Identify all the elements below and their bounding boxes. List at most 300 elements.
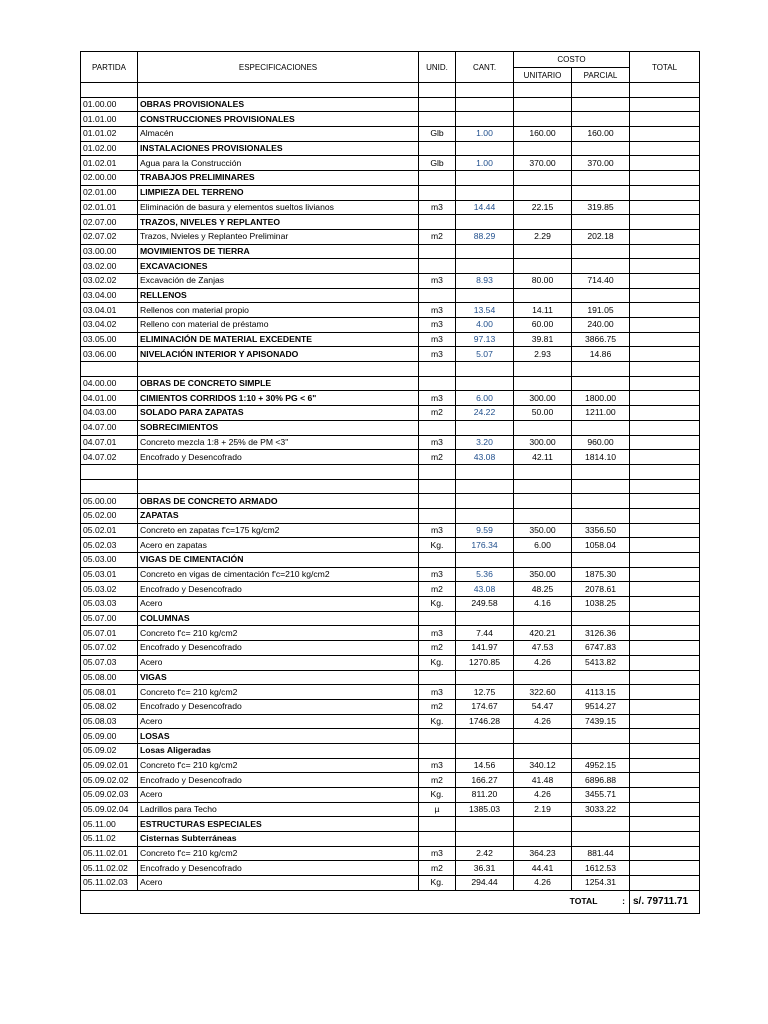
table-row xyxy=(81,567,700,582)
table-row xyxy=(81,391,700,406)
cant-cell xyxy=(456,185,514,200)
partida-cell: 01.02.01 xyxy=(81,156,138,171)
unid-cell: m2 xyxy=(419,773,456,788)
partida-cell: 01.00.00 xyxy=(81,97,138,112)
especificacion-cell: OBRAS DE CONCRETO SIMPLE xyxy=(138,376,419,391)
partida-cell: 04.07.01 xyxy=(81,435,138,450)
unid-cell: Kg. xyxy=(419,597,456,612)
especificacion-cell: Acero xyxy=(138,788,419,803)
table-row xyxy=(81,303,700,318)
table-row xyxy=(81,244,700,259)
especificacion-cell: TRABAJOS PRELIMINARES xyxy=(138,171,419,186)
total-cell xyxy=(630,817,700,832)
parcial-cell xyxy=(572,464,630,479)
especificacion-cell: Encofrado y Desencofrado xyxy=(138,861,419,876)
parcial-cell xyxy=(572,215,630,230)
partida-cell: 05.07.00 xyxy=(81,611,138,626)
parcial-cell xyxy=(572,288,630,303)
unitario-cell: 4.26 xyxy=(514,876,572,891)
especificacion-cell: SOLADO PARA ZAPATAS xyxy=(138,406,419,421)
table-row xyxy=(81,171,700,186)
table-row xyxy=(81,362,700,377)
unid-cell: m3 xyxy=(419,567,456,582)
header-unitario: UNITARIO xyxy=(514,68,572,83)
unid-cell xyxy=(419,464,456,479)
especificacion-cell: Encofrado y Desencofrado xyxy=(138,582,419,597)
partida-cell: 02.00.00 xyxy=(81,171,138,186)
especificacion-cell: TRAZOS, NIVELES Y REPLANTEO xyxy=(138,215,419,230)
unitario-cell: 364.23 xyxy=(514,846,572,861)
partida-cell: 05.08.02 xyxy=(81,699,138,714)
table-row xyxy=(81,508,700,523)
cant-cell xyxy=(456,112,514,127)
total-cell xyxy=(630,156,700,171)
parcial-cell xyxy=(572,376,630,391)
partida-cell: 03.02.00 xyxy=(81,259,138,274)
unid-cell: m3 xyxy=(419,758,456,773)
partida-cell: 05.09.00 xyxy=(81,729,138,744)
especificacion-cell: VIGAS xyxy=(138,670,419,685)
parcial-cell: 240.00 xyxy=(572,318,630,333)
cant-cell: 3.20 xyxy=(456,435,514,450)
unitario-cell xyxy=(514,479,572,494)
header-especificaciones: ESPECIFICACIONES xyxy=(138,52,419,83)
cant-cell xyxy=(456,288,514,303)
unid-cell xyxy=(419,817,456,832)
total-cell xyxy=(630,244,700,259)
partida-cell: 02.07.00 xyxy=(81,215,138,230)
total-cell xyxy=(630,127,700,142)
cant-cell xyxy=(456,97,514,112)
unitario-cell xyxy=(514,244,572,259)
unitario-cell: 4.26 xyxy=(514,714,572,729)
unitario-cell xyxy=(514,259,572,274)
table-row xyxy=(81,156,700,171)
cant-cell: 8.93 xyxy=(456,273,514,288)
table-row xyxy=(81,494,700,509)
total-cell xyxy=(630,743,700,758)
partida-cell: 05.00.00 xyxy=(81,494,138,509)
parcial-cell: 1875.30 xyxy=(572,567,630,582)
especificacion-cell: Rellenos con material propio xyxy=(138,303,419,318)
partida-cell: 01.01.02 xyxy=(81,127,138,142)
total-cell xyxy=(630,406,700,421)
table-row xyxy=(81,83,700,98)
especificacion-cell: Concreto f'c= 210 kg/cm2 xyxy=(138,846,419,861)
table-row xyxy=(81,699,700,714)
unitario-cell xyxy=(514,464,572,479)
unitario-cell xyxy=(514,743,572,758)
parcial-cell xyxy=(572,611,630,626)
total-cell xyxy=(630,714,700,729)
unid-cell: m3 xyxy=(419,318,456,333)
unitario-cell xyxy=(514,215,572,230)
total-cell xyxy=(630,141,700,156)
total-cell xyxy=(630,435,700,450)
parcial-cell: 3033.22 xyxy=(572,802,630,817)
table-row xyxy=(81,802,700,817)
cant-cell: 176.34 xyxy=(456,538,514,553)
unitario-cell: 2.93 xyxy=(514,347,572,362)
table-row xyxy=(81,641,700,656)
unid-cell: Kg. xyxy=(419,876,456,891)
unitario-cell xyxy=(514,494,572,509)
unid-cell xyxy=(419,611,456,626)
cant-cell xyxy=(456,244,514,259)
cant-cell: 97.13 xyxy=(456,332,514,347)
unid-cell: Glb xyxy=(419,127,456,142)
partida-cell: 04.07.00 xyxy=(81,420,138,435)
unitario-cell xyxy=(514,832,572,847)
unitario-cell: 39.81 xyxy=(514,332,572,347)
unid-cell: m2 xyxy=(419,641,456,656)
unid-cell: m3 xyxy=(419,523,456,538)
unitario-cell: 300.00 xyxy=(514,391,572,406)
unid-cell: m2 xyxy=(419,699,456,714)
total-cell xyxy=(630,376,700,391)
total-cell xyxy=(630,582,700,597)
unid-cell xyxy=(419,215,456,230)
budget-table xyxy=(80,51,700,914)
parcial-cell: 4952.15 xyxy=(572,758,630,773)
partida-cell: 01.02.00 xyxy=(81,141,138,156)
table-row xyxy=(81,670,700,685)
parcial-cell xyxy=(572,97,630,112)
table-row xyxy=(81,376,700,391)
unitario-cell xyxy=(514,376,572,391)
cant-cell xyxy=(456,376,514,391)
table-row xyxy=(81,773,700,788)
especificacion-cell: Encofrado y Desencofrado xyxy=(138,699,419,714)
especificacion-cell: Excavación de Zanjas xyxy=(138,273,419,288)
unitario-cell: 350.00 xyxy=(514,567,572,582)
total-cell xyxy=(630,655,700,670)
parcial-cell: 7439.15 xyxy=(572,714,630,729)
unitario-cell xyxy=(514,141,572,156)
table-row xyxy=(81,788,700,803)
especificacion-cell: VIGAS DE CIMENTACIÓN xyxy=(138,553,419,568)
unitario-cell xyxy=(514,729,572,744)
table-row xyxy=(81,743,700,758)
total-cell xyxy=(630,876,700,891)
especificacion-cell: RELLENOS xyxy=(138,288,419,303)
table-row xyxy=(81,273,700,288)
especificacion-cell: ELIMINACIÓN DE MATERIAL EXCEDENTE xyxy=(138,332,419,347)
unitario-cell xyxy=(514,112,572,127)
table-row xyxy=(81,185,700,200)
total-cell xyxy=(630,685,700,700)
unid-cell xyxy=(419,832,456,847)
partida-cell: 05.08.01 xyxy=(81,685,138,700)
unitario-cell xyxy=(514,670,572,685)
parcial-cell: 3356.50 xyxy=(572,523,630,538)
unitario-cell: 4.16 xyxy=(514,597,572,612)
parcial-cell: 3126.36 xyxy=(572,626,630,641)
parcial-cell: 9514.27 xyxy=(572,699,630,714)
table-row xyxy=(81,832,700,847)
parcial-cell: 1254.31 xyxy=(572,876,630,891)
especificacion-cell: Almacén xyxy=(138,127,419,142)
unitario-cell xyxy=(514,817,572,832)
especificacion-cell: Concreto en zapatas f'c=175 kg/cm2 xyxy=(138,523,419,538)
parcial-cell: 3866.75 xyxy=(572,332,630,347)
parcial-cell xyxy=(572,729,630,744)
table-header xyxy=(81,52,700,83)
cant-cell xyxy=(456,479,514,494)
unid-cell: m3 xyxy=(419,435,456,450)
cant-cell: 43.08 xyxy=(456,582,514,597)
cant-cell xyxy=(456,729,514,744)
unid-cell: Kg. xyxy=(419,538,456,553)
table-row xyxy=(81,553,700,568)
partida-cell: 05.11.02.01 xyxy=(81,846,138,861)
unid-cell xyxy=(419,362,456,377)
total-cell xyxy=(630,641,700,656)
partida-cell: 05.09.02.03 xyxy=(81,788,138,803)
unid-cell: m2 xyxy=(419,229,456,244)
unid-cell: m3 xyxy=(419,347,456,362)
unid-cell xyxy=(419,244,456,259)
partida-cell: 05.09.02.02 xyxy=(81,773,138,788)
table-row xyxy=(81,229,700,244)
unitario-cell: 2.19 xyxy=(514,802,572,817)
total-cell xyxy=(630,420,700,435)
unitario-cell: 42.11 xyxy=(514,450,572,465)
parcial-cell: 202.18 xyxy=(572,229,630,244)
unid-cell: m2 xyxy=(419,406,456,421)
unitario-cell: 322.60 xyxy=(514,685,572,700)
cant-cell xyxy=(456,743,514,758)
parcial-cell xyxy=(572,832,630,847)
table-row xyxy=(81,479,700,494)
partida-cell: 02.01.00 xyxy=(81,185,138,200)
total-cell xyxy=(630,479,700,494)
total-cell xyxy=(630,611,700,626)
especificacion-cell: Concreto f'c= 210 kg/cm2 xyxy=(138,626,419,641)
cant-cell: 1270.85 xyxy=(456,655,514,670)
cant-cell xyxy=(456,508,514,523)
especificacion-cell: LOSAS xyxy=(138,729,419,744)
total-cell xyxy=(630,758,700,773)
unid-cell xyxy=(419,508,456,523)
parcial-cell xyxy=(572,553,630,568)
total-cell xyxy=(630,97,700,112)
table-row xyxy=(81,846,700,861)
especificacion-cell: Acero xyxy=(138,876,419,891)
especificacion-cell: NIVELACIÓN INTERIOR Y APISONADO xyxy=(138,347,419,362)
especificacion-cell: MOVIMIENTOS DE TIERRA xyxy=(138,244,419,259)
cant-cell: 249.58 xyxy=(456,597,514,612)
especificacion-cell: Concreto f'c= 210 kg/cm2 xyxy=(138,685,419,700)
table-row xyxy=(81,685,700,700)
total-cell xyxy=(630,773,700,788)
partida-cell: 05.08.03 xyxy=(81,714,138,729)
cant-cell xyxy=(456,464,514,479)
parcial-cell: 14.86 xyxy=(572,347,630,362)
especificacion-cell: LIMPIEZA DEL TERRENO xyxy=(138,185,419,200)
parcial-cell: 1814.10 xyxy=(572,450,630,465)
unid-cell: m2 xyxy=(419,582,456,597)
parcial-cell: 319.85 xyxy=(572,200,630,215)
table-row xyxy=(81,435,700,450)
total-cell xyxy=(630,508,700,523)
especificacion-cell: Ladrillos para Techo xyxy=(138,802,419,817)
total-cell xyxy=(630,318,700,333)
total-cell xyxy=(630,303,700,318)
cant-cell xyxy=(456,171,514,186)
table-row xyxy=(81,876,700,891)
table-row xyxy=(81,259,700,274)
table-row xyxy=(81,450,700,465)
parcial-cell: 960.00 xyxy=(572,435,630,450)
parcial-cell: 1211.00 xyxy=(572,406,630,421)
header-total: TOTAL xyxy=(630,52,700,83)
partida-cell: 04.00.00 xyxy=(81,376,138,391)
especificacion-cell: Losas Aligeradas xyxy=(138,743,419,758)
especificacion-cell: Eliminación de basura y elementos sueltos livianos xyxy=(138,200,419,215)
parcial-cell xyxy=(572,259,630,274)
especificacion-cell: Concreto mezcla 1:8 + 25% de PM <3" xyxy=(138,435,419,450)
unid-cell xyxy=(419,141,456,156)
unid-cell: m3 xyxy=(419,626,456,641)
cant-cell: 294.44 xyxy=(456,876,514,891)
especificacion-cell: Concreto en vigas de cimentación f'c=210 kg/cm2 xyxy=(138,567,419,582)
parcial-cell: 1612.53 xyxy=(572,861,630,876)
unid-cell xyxy=(419,185,456,200)
table-row xyxy=(81,597,700,612)
table-row xyxy=(81,215,700,230)
unid-cell: Kg. xyxy=(419,655,456,670)
partida-cell: 05.03.02 xyxy=(81,582,138,597)
total-value: s/. 79711.71 xyxy=(630,890,700,913)
table-row xyxy=(81,582,700,597)
partida-cell: 04.03.00 xyxy=(81,406,138,421)
cant-cell xyxy=(456,817,514,832)
table-row xyxy=(81,318,700,333)
unitario-cell: 160.00 xyxy=(514,127,572,142)
total-cell xyxy=(630,802,700,817)
table-row xyxy=(81,523,700,538)
unid-cell: m3 xyxy=(419,273,456,288)
especificacion-cell xyxy=(138,83,419,98)
cant-cell: 5.07 xyxy=(456,347,514,362)
total-colon: : xyxy=(622,896,625,907)
unid-cell: Kg. xyxy=(419,788,456,803)
especificacion-cell: Encofrado y Desencofrado xyxy=(138,450,419,465)
total-cell xyxy=(630,788,700,803)
table-row xyxy=(81,288,700,303)
cant-cell: 14.44 xyxy=(456,200,514,215)
unitario-cell: 41.48 xyxy=(514,773,572,788)
partida-cell xyxy=(81,362,138,377)
unitario-cell: 54.47 xyxy=(514,699,572,714)
cant-cell xyxy=(456,215,514,230)
partida-cell: 01.01.00 xyxy=(81,112,138,127)
unid-cell xyxy=(419,743,456,758)
unitario-cell: 420.21 xyxy=(514,626,572,641)
unitario-cell xyxy=(514,288,572,303)
unitario-cell: 350.00 xyxy=(514,523,572,538)
partida-cell: 03.00.00 xyxy=(81,244,138,259)
cant-cell: 36.31 xyxy=(456,861,514,876)
parcial-cell xyxy=(572,171,630,186)
unid-cell xyxy=(419,376,456,391)
unid-cell: m2 xyxy=(419,450,456,465)
unid-cell xyxy=(419,670,456,685)
table-row xyxy=(81,861,700,876)
especificacion-cell: ESTRUCTURAS ESPECIALES xyxy=(138,817,419,832)
partida-cell: 05.09.02.04 xyxy=(81,802,138,817)
cant-cell: 7.44 xyxy=(456,626,514,641)
total-cell xyxy=(630,362,700,377)
partida-cell: 05.02.03 xyxy=(81,538,138,553)
especificacion-cell: Concreto f'c= 210 kg/cm2 xyxy=(138,758,419,773)
unid-cell: m3 xyxy=(419,332,456,347)
total-cell xyxy=(630,83,700,98)
cant-cell: 24.22 xyxy=(456,406,514,421)
cant-cell xyxy=(456,259,514,274)
unitario-cell xyxy=(514,83,572,98)
table-row xyxy=(81,97,700,112)
especificacion-cell: Cisternas Subterráneas xyxy=(138,832,419,847)
cant-cell: 43.08 xyxy=(456,450,514,465)
partida-cell: 03.02.02 xyxy=(81,273,138,288)
total-cell xyxy=(630,215,700,230)
unitario-cell xyxy=(514,171,572,186)
table-row xyxy=(81,817,700,832)
parcial-cell xyxy=(572,420,630,435)
unitario-cell: 4.26 xyxy=(514,788,572,803)
unitario-cell: 60.00 xyxy=(514,318,572,333)
especificacion-cell: Acero xyxy=(138,655,419,670)
unitario-cell: 22.15 xyxy=(514,200,572,215)
table-row xyxy=(81,141,700,156)
total-cell xyxy=(630,332,700,347)
especificacion-cell: Agua para la Construcción xyxy=(138,156,419,171)
partida-cell: 05.03.00 xyxy=(81,553,138,568)
parcial-cell: 191.05 xyxy=(572,303,630,318)
partida-cell xyxy=(81,83,138,98)
unid-cell xyxy=(419,553,456,568)
unitario-cell xyxy=(514,611,572,626)
partida-cell: 03.04.01 xyxy=(81,303,138,318)
unitario-cell xyxy=(514,420,572,435)
unitario-cell: 340.12 xyxy=(514,758,572,773)
total-cell xyxy=(630,538,700,553)
parcial-cell xyxy=(572,362,630,377)
partida-cell: 05.03.01 xyxy=(81,567,138,582)
cant-cell: 9.59 xyxy=(456,523,514,538)
parcial-cell xyxy=(572,670,630,685)
parcial-cell xyxy=(572,817,630,832)
table-row xyxy=(81,127,700,142)
cant-cell: 6.00 xyxy=(456,391,514,406)
partida-cell: 05.02.00 xyxy=(81,508,138,523)
unitario-cell: 6.00 xyxy=(514,538,572,553)
total-cell xyxy=(630,832,700,847)
especificacion-cell: OBRAS PROVISIONALES xyxy=(138,97,419,112)
unitario-cell: 44.41 xyxy=(514,861,572,876)
partida-cell: 05.11.02.03 xyxy=(81,876,138,891)
cant-cell: 1385.03 xyxy=(456,802,514,817)
total-cell xyxy=(630,861,700,876)
parcial-cell: 160.00 xyxy=(572,127,630,142)
unitario-cell xyxy=(514,362,572,377)
parcial-cell xyxy=(572,508,630,523)
partida-cell: 03.04.02 xyxy=(81,318,138,333)
total-label-cell xyxy=(81,890,630,913)
unid-cell: µ xyxy=(419,802,456,817)
